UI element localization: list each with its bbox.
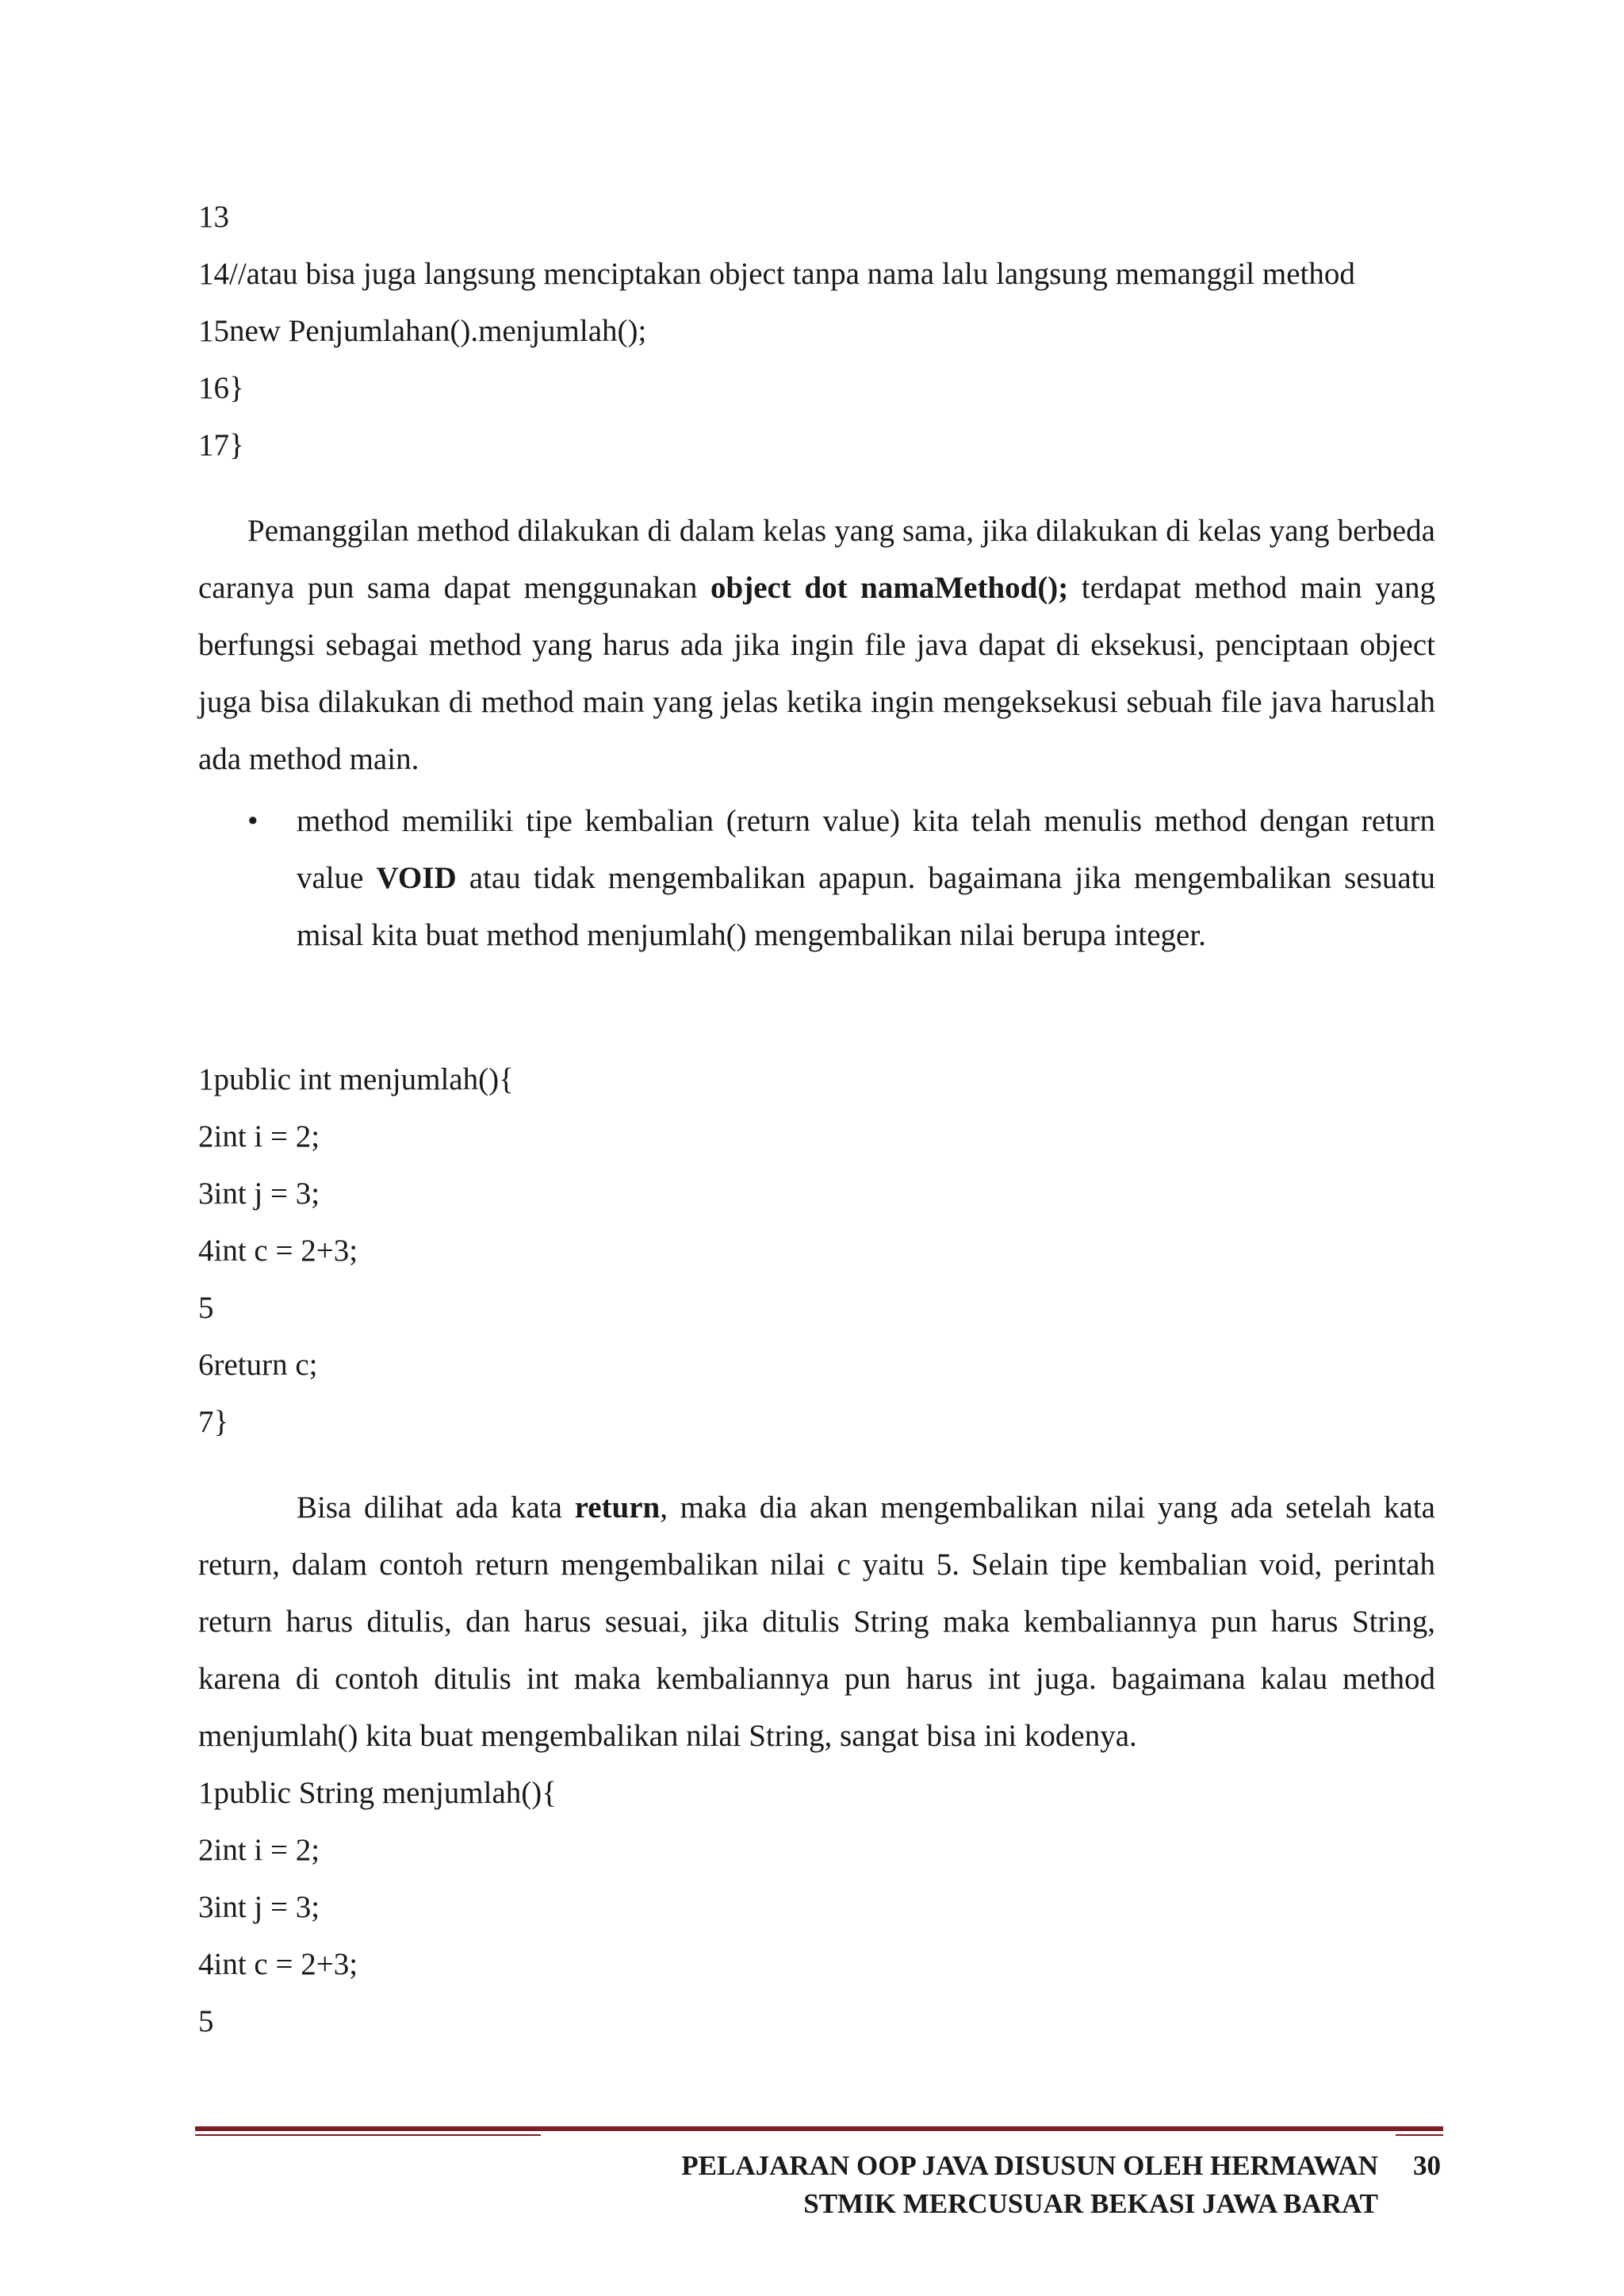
- paragraph-method-call: [198, 503, 1435, 788]
- bullet-text: atau tidak mengembalikan apapun. bagaimana jika mengembalikan sesuatu misal kita buat method menjumlah() mengembalikan nilai berupa integer.: [297, 861, 1435, 952]
- page-number: 30: [1413, 2150, 1441, 2181]
- code-line: 17}: [198, 428, 244, 462]
- code-line: 1public int menjumlah(){: [198, 1062, 514, 1096]
- code-line: 2int i = 2;: [198, 1119, 320, 1154]
- footer-institution: STMIK MERCUSUAR BEKASI JAWA BARAT: [803, 2188, 1378, 2219]
- code-line: 3int j = 3;: [198, 1177, 320, 1211]
- paragraph-text: , maka dia akan mengembalikan nilai yang ada setelah kata return, dalam contoh return mengembalikan nilai c yaitu 5. Selain tipe kembalian void, perintah return harus ditulis, dan harus sesuai, jika ditulis String maka kembaliannya pun harus String, karena di contoh ditulis int maka kembaliannya pun harus int juga. bagaimana kalau method menjumlah() kita buat mengembalikan nilai String, sangat bisa ini kodenya.: [198, 1490, 1435, 1753]
- paragraph-text: terdapat method main yang berfungsi sebagai method yang harus ada jika ingin file java dapat di eksekusi, penciptaan object juga bisa dilakukan di method main yang jelas ketika ingin mengeksekusi sebuah file java haruslah ada method main.: [198, 571, 1435, 776]
- bullet-bold-text: VOID: [376, 861, 457, 895]
- footer-rule-thin-right: [1396, 2134, 1443, 2136]
- paragraph-return-explanation: [198, 1479, 1435, 1765]
- code-line: 4int c = 2+3;: [198, 1947, 358, 1981]
- code-line: 6return c;: [198, 1348, 318, 1382]
- footer-rule: [195, 2126, 1443, 2131]
- bullet-symbol: •: [247, 804, 259, 838]
- code-line: 1public String menjumlah(){: [198, 1776, 557, 1810]
- code-line: 15new Penjumlahan().menjumlah();: [198, 314, 647, 348]
- paragraph-text: Pemanggilan method dilakukan di dalam kelas yang sama, jika dilakukan di kelas yang berbeda caranya pun sama dapat menggunakan: [198, 514, 1435, 605]
- code-line: 2int i = 2;: [198, 1833, 320, 1867]
- code-line: 7}: [198, 1405, 229, 1439]
- paragraph-text: Bisa dilihat ada kata: [297, 1490, 575, 1525]
- paragraph-bold-text: return: [574, 1490, 661, 1525]
- paragraph-bold-text: object dot namaMethod();: [710, 571, 1069, 605]
- code-line: 5: [198, 2004, 214, 2038]
- code-line: 13: [198, 200, 229, 234]
- code-line: 4int c = 2+3;: [198, 1234, 358, 1268]
- code-line: 3int j = 3;: [198, 1890, 320, 1924]
- footer-rule-thin-left: [195, 2134, 541, 2136]
- code-line: 16}: [198, 371, 244, 405]
- code-line: 14//atau bisa juga langsung menciptakan object tanpa nama lalu langsung memanggil method: [198, 257, 1355, 291]
- code-line: 5: [198, 1291, 214, 1325]
- bullet-item-return-value: [297, 793, 1435, 964]
- footer-author: PELAJARAN OOP JAVA DISUSUN OLEH HERMAWAN: [681, 2150, 1378, 2181]
- bullet-text: method memiliki tipe kembalian (return value) kita telah menulis method dengan return value: [297, 804, 1435, 895]
